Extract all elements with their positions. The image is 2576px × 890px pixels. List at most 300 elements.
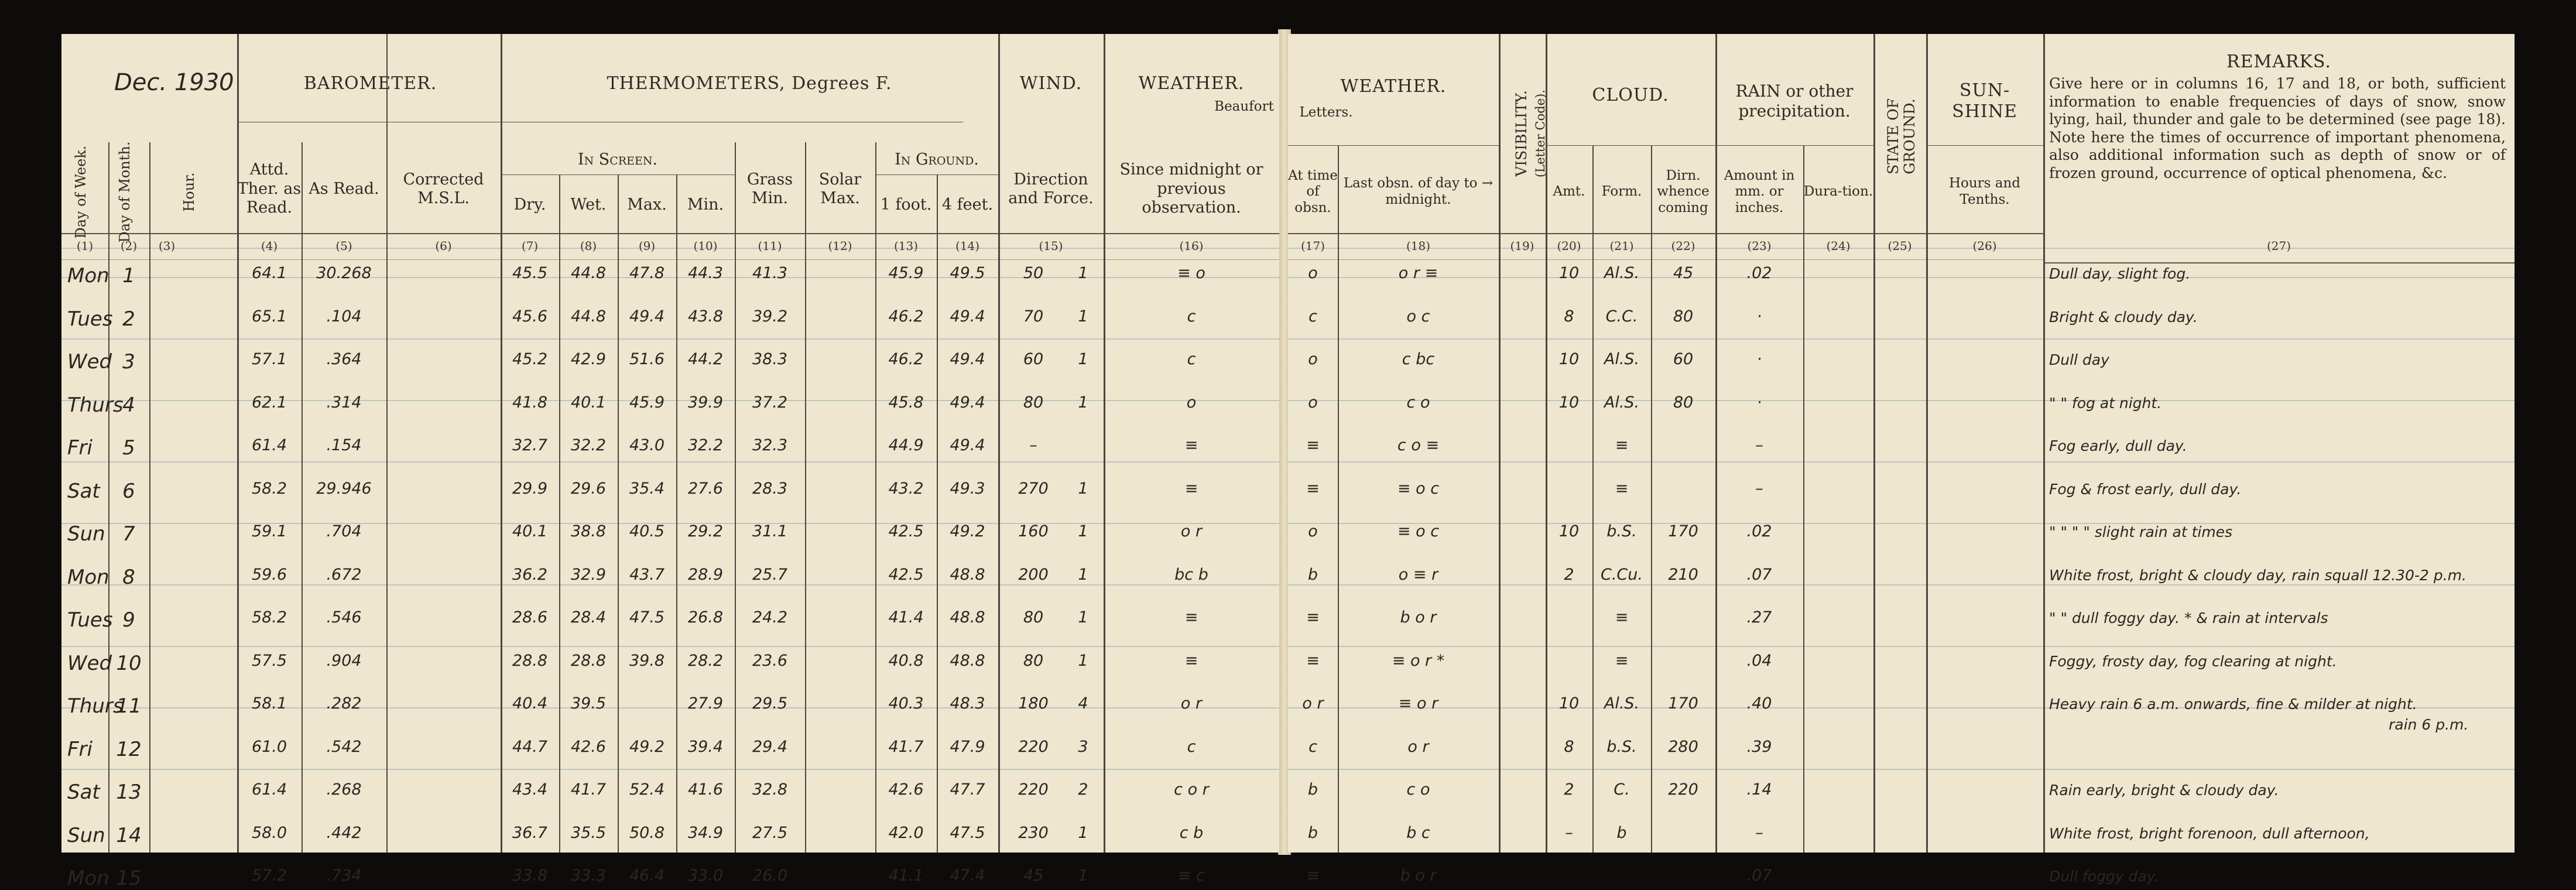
day-of-month-cell: 13 — [116, 781, 142, 804]
weather-letters-header: WEATHER. — [1340, 76, 1447, 97]
pressure-as-read-cell: .442 — [326, 823, 362, 842]
attd-ther-cell: 62.1 — [251, 393, 287, 412]
cloud-amount-cell: 2 — [1564, 781, 1574, 799]
pressure-as-read-cell: .364 — [326, 350, 362, 368]
dry-temp-cell: 45.2 — [512, 350, 548, 368]
ground-1ft-cell: 42.5 — [888, 565, 924, 584]
weather-last-obsn-cell: b c — [1406, 823, 1430, 842]
day-of-month-cell: 5 — [122, 436, 135, 460]
dry-temp-cell: 36.2 — [512, 565, 548, 584]
weather-last-obsn-cell: o c — [1406, 307, 1430, 326]
weather-since-midnight-cell: c — [1187, 350, 1196, 368]
ground-4ft-cell: 47.5 — [950, 823, 985, 842]
ground-4ft-cell: 47.4 — [950, 867, 985, 885]
col-num: (6) — [435, 239, 452, 253]
weather-last-obsn-cell: ≡ o r — [1398, 694, 1438, 713]
rain-amount-cell: – — [1755, 436, 1763, 454]
cloud-form-cell: Al.S. — [1604, 350, 1640, 368]
dry-temp-cell: 33.8 — [512, 867, 548, 885]
day-of-month-cell: 12 — [116, 737, 142, 761]
day-of-month-cell: 6 — [122, 479, 135, 503]
attd-ther-cell: 58.1 — [251, 694, 287, 713]
weather-at-obsn-cell: o — [1308, 522, 1318, 540]
cloud-amount-cell: 8 — [1564, 307, 1574, 326]
ground-1ft-cell: 41.1 — [888, 867, 924, 885]
form-label: Form. — [1601, 184, 1642, 200]
remark-cell: Foggy, frosty day, fog clearing at night. — [2049, 652, 2337, 670]
day-of-week-cell: Wed — [67, 651, 112, 675]
weather-at-obsn-cell: c — [1308, 737, 1317, 756]
attd-ther-cell: 64.1 — [251, 264, 287, 282]
pressure-as-read-cell: .268 — [326, 781, 362, 799]
rain-amount-cell: .07 — [1746, 565, 1772, 584]
wind-force-cell: 1 — [1078, 522, 1088, 540]
day-of-month-cell: 1 — [122, 264, 135, 287]
at-time-label: At time of obsn. — [1288, 167, 1338, 215]
wind-force-cell: 3 — [1078, 737, 1088, 756]
cloud-form-cell: ≡ — [1615, 479, 1629, 498]
remarks-instructions: Give here or in columns 16, 17 and 18, or both, sufficient information to enable frequencies of days of snow, snow lying, hail, thunder and gale to be determined (see page 18). Note here the times of occurrence of important phenomena, also additional information such as depth of snow or of frozen ground, occurrence of optical phenomena, &c. — [2049, 75, 2506, 182]
thermometers-header: THERMOMETERS, Degrees F. — [607, 73, 892, 94]
wind-force-cell: 1 — [1078, 823, 1088, 842]
ground-4ft-cell: 47.7 — [950, 781, 985, 799]
col-num: (1) — [76, 239, 94, 253]
direction-force-label: Direction and Force. — [1008, 170, 1094, 207]
beaufort-label: Beaufort — [1214, 99, 1274, 115]
four-feet-label: 4 feet. — [941, 196, 994, 214]
grass-min-cell: 29.5 — [752, 694, 788, 713]
grass-min-cell: 28.3 — [752, 479, 788, 498]
cloud-direction-cell: 170 — [1668, 694, 1698, 713]
dry-temp-cell: 29.9 — [512, 479, 548, 498]
min-temp-cell: 44.2 — [687, 350, 724, 368]
max-temp-cell: 51.6 — [629, 350, 665, 368]
weather-since-midnight-cell: bc b — [1174, 565, 1208, 584]
wind-force-cell: 1 — [1078, 651, 1088, 670]
left-page — [61, 34, 1279, 890]
in-screen-label: In Screen. — [577, 150, 658, 169]
col-num: (27) — [2266, 239, 2291, 253]
max-temp-cell: 46.4 — [629, 867, 665, 885]
rain-amount-cell: .07 — [1746, 867, 1772, 885]
col-num: (20) — [1557, 239, 1581, 253]
ground-4ft-cell: 48.8 — [950, 608, 985, 627]
col-num: (3) — [158, 239, 176, 253]
grass-min-cell: 27.5 — [752, 823, 788, 842]
pressure-as-read-cell: 29.946 — [316, 479, 372, 498]
cloud-form-cell: C.C. — [1605, 307, 1638, 326]
weather-at-obsn-cell: o — [1308, 350, 1318, 368]
max-temp-cell: 40.5 — [629, 522, 665, 540]
wind-direction-cell: – — [1029, 436, 1037, 454]
day-of-month-cell: 15 — [116, 867, 142, 890]
cloud-form-cell: b.S. — [1606, 737, 1637, 756]
attd-ther-cell: 65.1 — [251, 307, 287, 326]
weather-last-obsn-cell: c bc — [1402, 350, 1435, 368]
in-ground-label: In Ground. — [895, 150, 979, 169]
weather-last-obsn-cell: o r — [1407, 737, 1429, 756]
grass-min-cell: 26.0 — [752, 867, 788, 885]
hours-tenths-label: Hours and Tenths. — [1948, 176, 2021, 207]
cloud-amount-cell: 2 — [1564, 565, 1574, 584]
cloud-form-cell: C. — [1614, 781, 1630, 799]
wind-force-cell: 1 — [1078, 867, 1088, 885]
attd-ther-cell: 61.0 — [251, 737, 287, 756]
rain-header: RAIN or other precipitation. — [1735, 81, 1854, 121]
day-of-month-cell: 11 — [116, 694, 142, 718]
dry-temp-cell: 28.8 — [512, 651, 548, 670]
col-num: (11) — [758, 239, 782, 253]
dry-label: Dry. — [513, 196, 546, 214]
ground-4ft-cell: 49.4 — [950, 350, 985, 368]
attd-ther-label: Attd. Ther. as Read. — [237, 160, 302, 217]
ground-1ft-cell: 46.2 — [888, 350, 924, 368]
grass-min-cell: 37.2 — [752, 393, 788, 412]
pressure-as-read-cell: .282 — [326, 694, 362, 713]
ground-4ft-cell: 48.3 — [950, 694, 985, 713]
min-temp-cell: 33.0 — [687, 867, 724, 885]
day-of-month-cell: 2 — [122, 307, 135, 331]
weather-beaufort-header: WEATHER. — [1138, 73, 1245, 94]
col-num: (7) — [521, 239, 539, 253]
remark-cell: Dull day — [2049, 351, 2109, 368]
wet-temp-cell: 33.3 — [570, 867, 607, 885]
attd-ther-cell: 57.1 — [251, 350, 287, 368]
max-temp-cell: 50.8 — [629, 823, 665, 842]
attd-ther-cell: 58.2 — [251, 479, 287, 498]
day-of-week-cell: Sun — [67, 522, 105, 546]
col-num: (25) — [1888, 239, 1912, 253]
day-of-month-cell: 10 — [116, 651, 142, 675]
grass-min-cell: 31.1 — [752, 522, 788, 540]
ground-1ft-cell: 41.7 — [888, 737, 924, 756]
cloud-form-cell: ≡ — [1615, 608, 1629, 627]
wet-temp-cell: 41.7 — [570, 781, 607, 799]
ground-4ft-cell: 49.3 — [950, 479, 985, 498]
day-of-week-cell: Thurs — [67, 694, 124, 718]
wind-direction-cell: 160 — [1018, 522, 1049, 540]
wet-temp-cell: 42.6 — [570, 737, 607, 756]
remark-cell: Fog early, dull day. — [2049, 437, 2187, 454]
max-temp-cell: 35.4 — [629, 479, 665, 498]
ground-1ft-cell: 40.3 — [888, 694, 924, 713]
col-num: (10) — [693, 239, 718, 253]
grass-min-cell: 25.7 — [752, 565, 788, 584]
remark-cell: Bright & cloudy day. — [2049, 308, 2198, 326]
month-year: Dec. 1930 — [114, 69, 234, 96]
ground-4ft-cell: 49.4 — [950, 307, 985, 326]
day-of-month-cell: 3 — [122, 350, 135, 374]
cloud-amount-cell: 10 — [1558, 694, 1580, 713]
weather-since-midnight-cell: ≡ — [1184, 479, 1198, 498]
rain-6pm-note: rain 6 p.m. — [2389, 716, 2469, 733]
day-of-week-cell: Thurs — [67, 393, 124, 417]
wet-temp-cell: 42.9 — [570, 350, 607, 368]
weather-at-obsn-cell: ≡ — [1306, 867, 1320, 885]
dry-temp-cell: 40.1 — [512, 522, 548, 540]
since-midnight-label: Since midnight or previous observation. — [1119, 160, 1263, 217]
wind-direction-cell: 270 — [1018, 479, 1049, 498]
attd-ther-cell: 58.2 — [251, 608, 287, 627]
remark-cell: " " " " slight rain at times — [2049, 523, 2233, 540]
ground-1ft-cell: 40.8 — [888, 651, 924, 670]
min-temp-cell: 28.9 — [687, 565, 724, 584]
wind-direction-cell: 80 — [1023, 651, 1044, 670]
weather-last-obsn-cell: ≡ o c — [1397, 479, 1440, 498]
one-foot-label: 1 foot. — [880, 196, 932, 214]
wind-force-cell: 1 — [1078, 608, 1088, 627]
corrected-msl-label: Corrected M.S.L. — [403, 170, 484, 207]
day-of-week-cell: Sat — [67, 781, 100, 804]
attd-ther-cell: 59.6 — [251, 565, 287, 584]
max-temp-cell: 47.5 — [629, 608, 665, 627]
rain-amount-cell: .27 — [1746, 608, 1772, 627]
min-temp-cell: 29.2 — [687, 522, 724, 540]
pressure-as-read-cell: .154 — [326, 436, 362, 454]
wet-temp-cell: 40.1 — [570, 393, 607, 412]
rain-amount-cell: · — [1756, 350, 1762, 368]
cloud-form-cell: b — [1616, 823, 1627, 842]
wet-temp-cell: 39.5 — [570, 694, 607, 713]
weather-since-midnight-cell: c b — [1179, 823, 1204, 842]
min-temp-cell: 39.4 — [687, 737, 724, 756]
wet-temp-cell: 38.8 — [570, 522, 607, 540]
col-num: (24) — [1826, 239, 1851, 253]
pressure-as-read-cell: .546 — [326, 608, 362, 627]
wind-direction-cell: 60 — [1023, 350, 1044, 368]
remark-cell: Rain early, bright & cloudy day. — [2049, 782, 2279, 799]
rain-amount-cell: .02 — [1746, 522, 1772, 540]
ground-1ft-cell: 42.0 — [888, 823, 924, 842]
sunshine-header: SUN-SHINE — [1952, 80, 2017, 122]
max-temp-cell: 47.8 — [629, 264, 665, 282]
col-num: (17) — [1300, 239, 1325, 253]
cloud-form-cell: C.Cu. — [1601, 565, 1643, 584]
rain-amount-cell: .39 — [1746, 737, 1772, 756]
weather-since-midnight-cell: o r — [1180, 694, 1203, 713]
col-num: (12) — [828, 239, 852, 253]
dry-temp-cell: 28.6 — [512, 608, 548, 627]
ground-1ft-cell: 45.8 — [888, 393, 924, 412]
min-temp-cell: 28.2 — [687, 651, 724, 670]
rain-amount-cell: · — [1756, 307, 1762, 326]
day-of-week-label: Day of Week. — [73, 145, 89, 239]
wind-direction-cell: 70 — [1023, 307, 1044, 326]
max-label: Max. — [627, 196, 667, 214]
wet-temp-cell: 32.9 — [570, 565, 607, 584]
cloud-direction-cell: 170 — [1668, 522, 1698, 540]
weather-at-obsn-cell: o r — [1302, 694, 1324, 713]
col-num: (18) — [1406, 239, 1431, 253]
pressure-as-read-cell: .904 — [326, 651, 362, 670]
min-temp-cell: 39.9 — [687, 393, 724, 412]
rain-amount-cell: – — [1755, 479, 1763, 498]
min-temp-cell: 26.8 — [687, 608, 724, 627]
wind-force-cell: 1 — [1078, 264, 1088, 282]
wind-direction-cell: 80 — [1023, 393, 1044, 412]
ground-4ft-cell: 49.5 — [950, 264, 985, 282]
ground-4ft-cell: 49.4 — [950, 393, 985, 412]
max-temp-cell: 39.8 — [629, 651, 665, 670]
cloud-direction-cell: 280 — [1668, 737, 1698, 756]
wind-force-cell: 1 — [1078, 393, 1088, 412]
min-temp-cell: 43.8 — [687, 307, 724, 326]
dry-temp-cell: 43.4 — [512, 781, 548, 799]
weather-last-obsn-cell: ≡ o c — [1397, 522, 1440, 540]
ground-1ft-cell: 42.6 — [888, 781, 924, 799]
remark-cell: White frost, bright forenoon, dull afternoon, — [2049, 824, 2370, 842]
day-of-month-cell: 9 — [122, 608, 135, 632]
weather-last-obsn-cell: c o ≡ — [1397, 436, 1440, 454]
weather-last-obsn-cell: c o — [1406, 393, 1430, 412]
grass-min-cell: 39.2 — [752, 307, 788, 326]
ground-4ft-cell: 48.8 — [950, 651, 985, 670]
remark-cell: White frost, bright & cloudy day, rain squall 12.30-2 p.m. — [2049, 566, 2467, 584]
wind-direction-cell: 50 — [1023, 264, 1044, 282]
ground-4ft-cell: 48.8 — [950, 565, 985, 584]
day-of-month-cell: 8 — [122, 565, 135, 589]
amount-label: Amount in mm. or inches. — [1724, 167, 1795, 215]
cloud-form-cell: ≡ — [1615, 651, 1629, 670]
cloud-amount-cell: 8 — [1564, 737, 1574, 756]
day-of-week-cell: Mon — [67, 264, 109, 287]
attd-ther-cell: 59.1 — [251, 522, 287, 540]
wind-force-cell: 1 — [1078, 307, 1088, 326]
day-of-week-cell: Sun — [67, 823, 105, 847]
cloud-form-cell: Al.S. — [1604, 264, 1640, 282]
col-num: (26) — [1972, 239, 1997, 253]
col-num: (14) — [955, 239, 980, 253]
weather-since-midnight-cell: ≡ — [1184, 436, 1198, 454]
weather-since-midnight-cell: ≡ — [1184, 651, 1198, 670]
weather-since-midnight-cell: ≡ — [1184, 608, 1198, 627]
cloud-header: CLOUD. — [1592, 85, 1669, 105]
rain-amount-cell: .04 — [1746, 651, 1772, 670]
weather-since-midnight-cell: o r — [1180, 522, 1203, 540]
wet-temp-cell: 28.4 — [570, 608, 607, 627]
cloud-direction-cell: 220 — [1668, 781, 1698, 799]
rain-amount-cell: .40 — [1746, 694, 1772, 713]
cloud-form-cell: b.S. — [1606, 522, 1637, 540]
cloud-amount-cell: 10 — [1558, 393, 1580, 412]
ground-1ft-cell: 42.5 — [888, 522, 924, 540]
weather-since-midnight-cell: c o r — [1174, 781, 1209, 799]
col-num: (4) — [261, 239, 278, 253]
remarks-header: REMARKS. — [2226, 51, 2331, 72]
cloud-direction-cell: 80 — [1673, 307, 1694, 326]
weather-since-midnight-cell: c — [1187, 737, 1196, 756]
dry-temp-cell: 32.7 — [512, 436, 548, 454]
rain-amount-cell: · — [1756, 393, 1762, 412]
wet-temp-cell: 32.2 — [570, 436, 607, 454]
wind-header: WIND. — [1019, 73, 1083, 94]
weather-last-obsn-cell: ≡ o r * — [1392, 651, 1445, 670]
weather-last-obsn-cell: o ≡ r — [1398, 565, 1438, 584]
cloud-form-cell: ≡ — [1615, 436, 1629, 454]
col-num: (19) — [1510, 239, 1534, 253]
col-num: (8) — [580, 239, 597, 253]
rain-amount-cell: .02 — [1746, 264, 1772, 282]
weather-at-obsn-cell: b — [1307, 781, 1318, 799]
grass-min-label: Grass Min. — [746, 170, 793, 207]
ground-4ft-cell: 49.4 — [950, 436, 985, 454]
day-of-week-cell: Fri — [67, 737, 93, 761]
weather-since-midnight-cell: ≡ c — [1177, 867, 1205, 885]
wind-direction-cell: 80 — [1023, 608, 1044, 627]
weather-since-midnight-cell: c — [1187, 307, 1196, 326]
ground-1ft-cell: 43.2 — [888, 479, 924, 498]
ground-1ft-cell: 46.2 — [888, 307, 924, 326]
cloud-form-cell: Al.S. — [1604, 393, 1640, 412]
wind-direction-cell: 200 — [1018, 565, 1049, 584]
weather-last-obsn-cell: c o — [1406, 781, 1430, 799]
col-num: (22) — [1671, 239, 1695, 253]
wet-temp-cell: 44.8 — [570, 264, 607, 282]
wind-force-cell: 1 — [1078, 565, 1088, 584]
wind-force-cell: 1 — [1078, 479, 1088, 498]
day-of-week-cell: Wed — [67, 350, 112, 374]
dirn-label: Dirn. whence coming — [1657, 167, 1710, 215]
min-temp-cell: 27.9 — [687, 694, 724, 713]
wet-label: Wet. — [570, 196, 607, 214]
grass-min-cell: 29.4 — [752, 737, 788, 756]
remark-cell: " " dull foggy day. * & rain at intervals — [2049, 610, 2328, 627]
wet-temp-cell: 35.5 — [570, 823, 607, 842]
grass-min-cell: 38.3 — [752, 350, 788, 368]
min-temp-cell: 27.6 — [687, 479, 724, 498]
barometer-header: BAROMETER. — [303, 73, 437, 94]
right-page — [1288, 34, 2515, 885]
weather-at-obsn-cell: c — [1308, 307, 1317, 326]
col-num: (9) — [638, 239, 656, 253]
pressure-as-read-cell: .104 — [326, 307, 362, 326]
weather-last-obsn-cell: b o r — [1400, 608, 1437, 627]
wind-force-cell: 4 — [1078, 694, 1088, 713]
ground-4ft-cell: 47.9 — [950, 737, 985, 756]
visibility-header: VISIBILITY. — [1513, 90, 1530, 177]
weather-at-obsn-cell: o — [1308, 393, 1318, 412]
day-of-week-cell: Tues — [67, 608, 113, 632]
attd-ther-cell: 57.2 — [251, 867, 287, 885]
day-of-week-cell: Fri — [67, 436, 93, 460]
grass-min-cell: 32.8 — [752, 781, 788, 799]
wind-force-cell: 1 — [1078, 350, 1088, 368]
min-temp-cell: 41.6 — [687, 781, 724, 799]
grass-min-cell: 32.3 — [752, 436, 788, 454]
wind-direction-cell: 220 — [1018, 737, 1049, 756]
weather-last-obsn-cell: o r ≡ — [1398, 264, 1438, 282]
weather-last-obsn-cell: b o r — [1400, 867, 1437, 885]
cloud-amount-cell: 10 — [1558, 264, 1580, 282]
day-of-week-cell: Mon — [67, 867, 109, 890]
cloud-amount-cell: 10 — [1558, 522, 1580, 540]
col-num: (21) — [1609, 239, 1634, 253]
dry-temp-cell: 45.5 — [512, 264, 548, 282]
dry-temp-cell: 44.7 — [512, 737, 548, 756]
attd-ther-cell: 57.5 — [251, 651, 287, 670]
dry-temp-cell: 45.6 — [512, 307, 548, 326]
wet-temp-cell: 44.8 — [570, 307, 607, 326]
col-num: (5) — [335, 239, 352, 253]
wind-force-cell: 2 — [1078, 781, 1088, 799]
state-of-ground-header: STATE OF GROUND. — [1885, 98, 1918, 174]
day-of-week-cell: Tues — [67, 307, 113, 331]
cloud-direction-cell: 210 — [1668, 565, 1698, 584]
col-num: (16) — [1179, 239, 1204, 253]
cloud-direction-cell: 60 — [1673, 350, 1694, 368]
remark-cell: Fog & frost early, dull day. — [2049, 480, 2242, 498]
dry-temp-cell: 40.4 — [512, 694, 548, 713]
